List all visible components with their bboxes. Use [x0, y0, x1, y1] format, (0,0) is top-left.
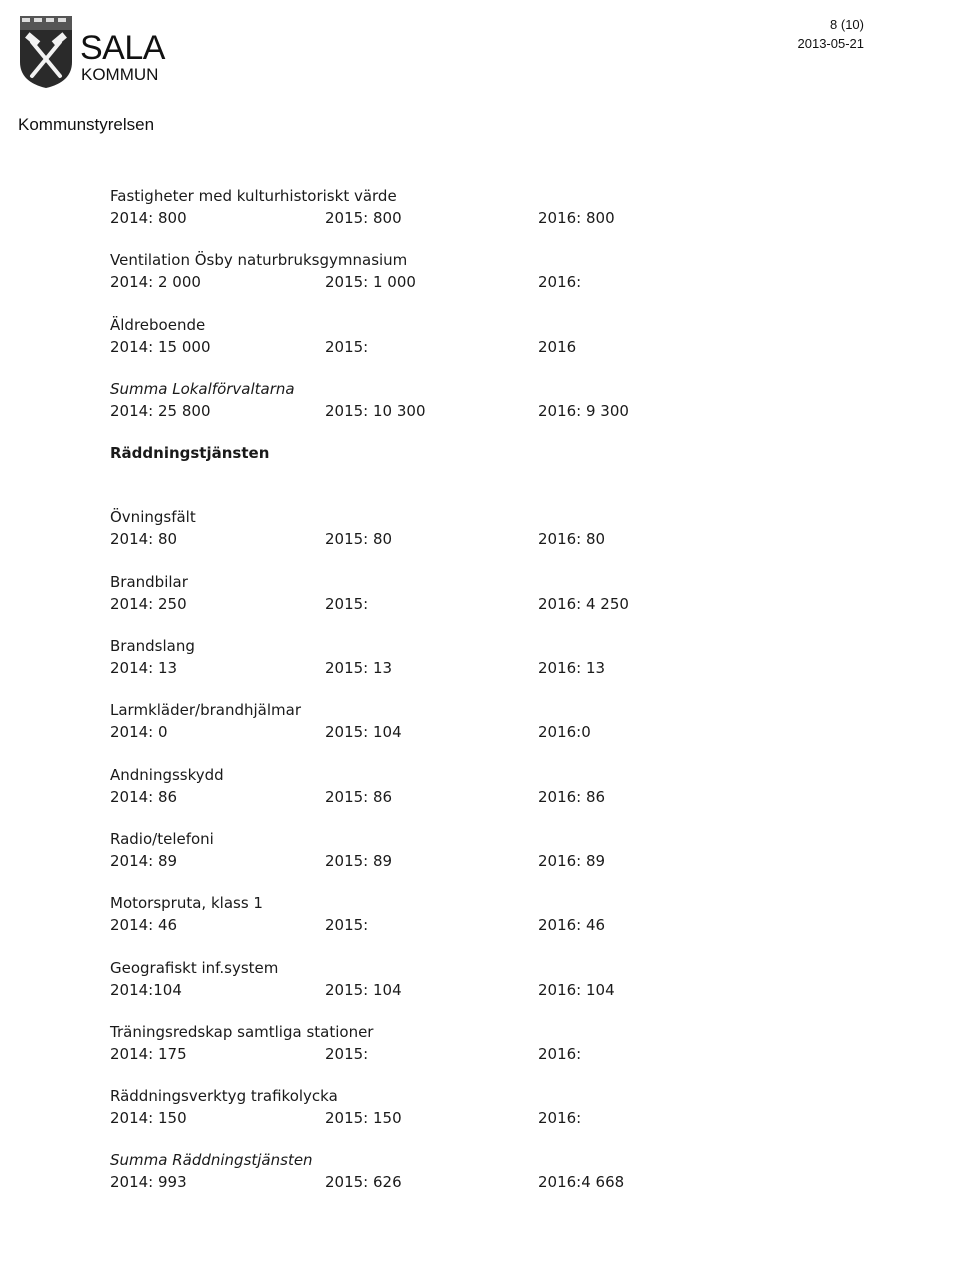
- value-2015: 2015: 104: [325, 980, 402, 999]
- item-values: [110, 658, 670, 679]
- item-title: Larmkläder/brandhjälmar: [110, 701, 301, 720]
- value-2015: 2015: 13: [325, 659, 393, 678]
- value-2016: 2016:: [538, 1109, 582, 1128]
- page-number: 8 (10): [830, 17, 864, 32]
- item-values: [110, 594, 670, 615]
- value-2014: 2014: 993: [110, 1173, 187, 1192]
- value-2014: 2014: 175: [110, 1044, 187, 1063]
- item-title: Räddningsverktyg trafikolycka: [110, 1087, 338, 1106]
- value-2014: 2014: 25 800: [110, 401, 211, 420]
- list-item: [110, 700, 670, 764]
- item-values: [110, 787, 670, 808]
- list-item: [110, 572, 670, 636]
- value-2014: 2014: 46: [110, 916, 178, 935]
- value-2015: 2015:: [325, 337, 369, 356]
- value-2015: 2015:: [325, 916, 369, 935]
- list-item: [110, 315, 670, 379]
- value-2014: 2014: 2 000: [110, 273, 201, 292]
- list-item: [110, 1086, 670, 1150]
- item-values: [110, 851, 670, 872]
- value-2016: 2016:: [538, 1044, 582, 1063]
- value-2016: 2016: 13: [538, 659, 606, 678]
- list-item: [110, 765, 670, 829]
- list-item: [110, 507, 670, 571]
- item-title: Äldreboende: [110, 315, 206, 334]
- item-title: Brandbilar: [110, 572, 188, 591]
- value-2014: 2014:104: [110, 980, 182, 999]
- section-heading: Räddningstjänsten: [110, 444, 270, 463]
- item-values: [110, 1172, 670, 1193]
- value-2015: 2015: 150: [325, 1109, 402, 1128]
- item-title: Brandslang: [110, 637, 195, 656]
- logo-subtitle: KOMMUN: [81, 65, 159, 84]
- value-2016: 2016: 80: [538, 530, 606, 549]
- list-item: [110, 829, 670, 893]
- summary-item: [110, 1150, 670, 1214]
- value-2014: 2014: 13: [110, 659, 178, 678]
- value-2014: 2014: 89: [110, 851, 178, 870]
- value-2015: 2015: 104: [325, 723, 402, 742]
- section-heading-block: [110, 443, 670, 507]
- value-2015: 2015: 626: [325, 1173, 402, 1192]
- list-item: [110, 186, 670, 250]
- value-2016: 2016: [538, 337, 577, 356]
- value-2015: 2015: 86: [325, 787, 393, 806]
- item-title: Geografiskt inf.system: [110, 958, 279, 977]
- logo-name: SALA: [80, 29, 165, 67]
- budget-list: [110, 186, 670, 1215]
- value-2015: 2015: 89: [325, 851, 393, 870]
- value-2014: 2014: 150: [110, 1109, 187, 1128]
- item-title: Andningsskydd: [110, 765, 224, 784]
- item-values: [110, 208, 670, 229]
- item-values: [110, 529, 670, 550]
- summary-title: Summa Lokalförvaltarna: [110, 379, 295, 398]
- document-date: 2013-05-21: [797, 36, 864, 51]
- item-values: [110, 401, 670, 422]
- value-2016: 2016: 800: [538, 209, 615, 227]
- item-title: Ventilation Ösby naturbruksgymnasium: [110, 251, 408, 270]
- value-2014: 2014: 0: [110, 723, 168, 742]
- item-values: [110, 337, 670, 358]
- value-2016: 2016: 86: [538, 787, 606, 806]
- value-2014: 2014: 250: [110, 594, 187, 613]
- value-2016: 2016: 89: [538, 851, 606, 870]
- value-2014: 2014: 86: [110, 787, 178, 806]
- value-2016: 2016: 9 300: [538, 401, 629, 420]
- sala-kommun-logo: [18, 16, 178, 88]
- value-2016: 2016:4 668: [538, 1173, 625, 1192]
- item-values: [110, 1044, 670, 1065]
- item-values: [110, 722, 670, 743]
- value-2015: 2015: 10 300: [325, 401, 426, 420]
- value-2016: 2016:: [538, 273, 582, 292]
- list-item: [110, 636, 670, 700]
- list-item: [110, 250, 670, 314]
- value-2015: 2015:: [325, 1044, 369, 1063]
- value-2016: 2016: 46: [538, 916, 606, 935]
- list-item: [110, 1022, 670, 1086]
- value-2014: 2014: 80: [110, 530, 178, 549]
- item-title: Motorspruta, klass 1: [110, 894, 263, 913]
- value-2015: 2015:: [325, 594, 369, 613]
- value-2014: 2014: 800: [110, 209, 187, 227]
- item-title: Fastigheter med kulturhistoriskt värde: [110, 187, 397, 205]
- list-item: [110, 893, 670, 957]
- item-title: Övningsfält: [110, 508, 196, 527]
- item-title: Träningsredskap samtliga stationer: [110, 1022, 374, 1041]
- department-name: Kommunstyrelsen: [18, 115, 155, 134]
- summary-item: [110, 379, 670, 443]
- item-values: [110, 272, 670, 293]
- value-2014: 2014: 15 000: [110, 337, 211, 356]
- summary-title: Summa Räddningstjänsten: [110, 1151, 313, 1170]
- item-values: [110, 1108, 670, 1129]
- item-values: [110, 980, 670, 1001]
- coat-of-arms-icon: [18, 16, 74, 88]
- item-title: Radio/telefoni: [110, 829, 214, 848]
- value-2015: 2015: 800: [325, 209, 402, 227]
- value-2016: 2016:0: [538, 723, 591, 742]
- value-2016: 2016: 104: [538, 980, 615, 999]
- item-values: [110, 915, 670, 936]
- value-2015: 2015: 1 000: [325, 273, 416, 292]
- value-2016: 2016: 4 250: [538, 594, 629, 613]
- list-item: [110, 958, 670, 1022]
- value-2015: 2015: 80: [325, 530, 393, 549]
